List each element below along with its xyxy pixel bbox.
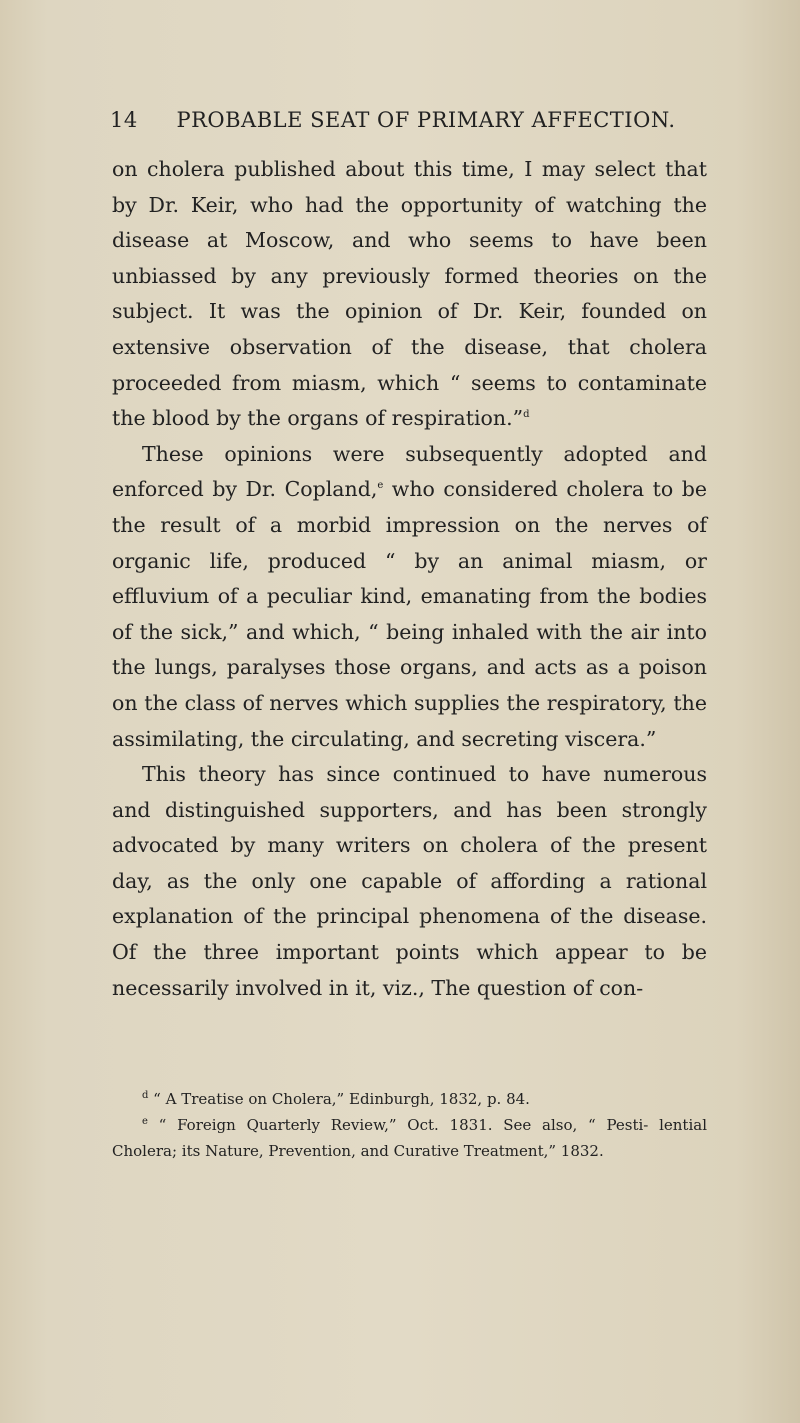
paragraph-1-text: on cholera published about this time, I may select that by Dr. Keir, who had the opportunity of watching the disease at Moscow, and who seems to have been unbiassed by any previously formed theories on the subject. It was the opinion of Dr. Keir, founded on extensive observation of the disease, that cholera proceeded from miasm, which “ seems to contaminate the blood by the organs of respiration.”	[112, 157, 707, 431]
footnote-ref-d: d	[523, 409, 530, 421]
footnotes	[112, 1086, 707, 1164]
footnote-d-text: “ A Treatise on Cholera,” Edinburgh, 1832, p. 84.	[148, 1090, 530, 1108]
paragraph-2	[112, 437, 707, 757]
footnote-mark-e: e	[142, 1116, 148, 1127]
footnote-ref-e: e	[377, 480, 384, 492]
paragraph-2-text-a: These opinions were subsequently adopted and enforced by Dr. Copland,	[112, 441, 707, 502]
paragraph-1	[112, 152, 707, 437]
body-text	[112, 152, 707, 1006]
footnote-mark-d: d	[142, 1090, 149, 1101]
running-title: PROBABLE SEAT OF PRIMARY AFFECTION.	[176, 108, 676, 132]
paragraph-2-text-b: who considered cholera to be the result of a morbid impression on the nerves of organic life, produced “ by an animal miasm, or effluvium of a peculiar kind, emanating from the bodies of the sick,” and which, “ being inhaled with the air into the lungs, paralyses those organs, and acts as a poison on the class of nerves which supplies the respiratory, the assimilating, the circulating, and secreting viscera.”	[112, 477, 707, 751]
paragraph-3	[112, 757, 707, 1006]
page-number: 14	[110, 108, 138, 132]
running-head	[110, 108, 710, 138]
footnote-e	[112, 1112, 707, 1164]
paragraph-3-text: This theory has since continued to have numerous and distinguished supporters, and has been strongly advocated by many writers on cholera of the present day, as the only one capable of affording a rational explanation of the principal phenomena of the disease. Of the three important points which appear to be necessarily involved in it, viz., The question of con-	[112, 762, 707, 1000]
footnote-e-text: “ Foreign Quarterly Review,” Oct. 1831. See also, “ Pesti- lential Cholera; its Nature, Prevention, and Curative Treatment,” 1832.	[112, 1116, 707, 1160]
footnote-d	[112, 1086, 707, 1112]
